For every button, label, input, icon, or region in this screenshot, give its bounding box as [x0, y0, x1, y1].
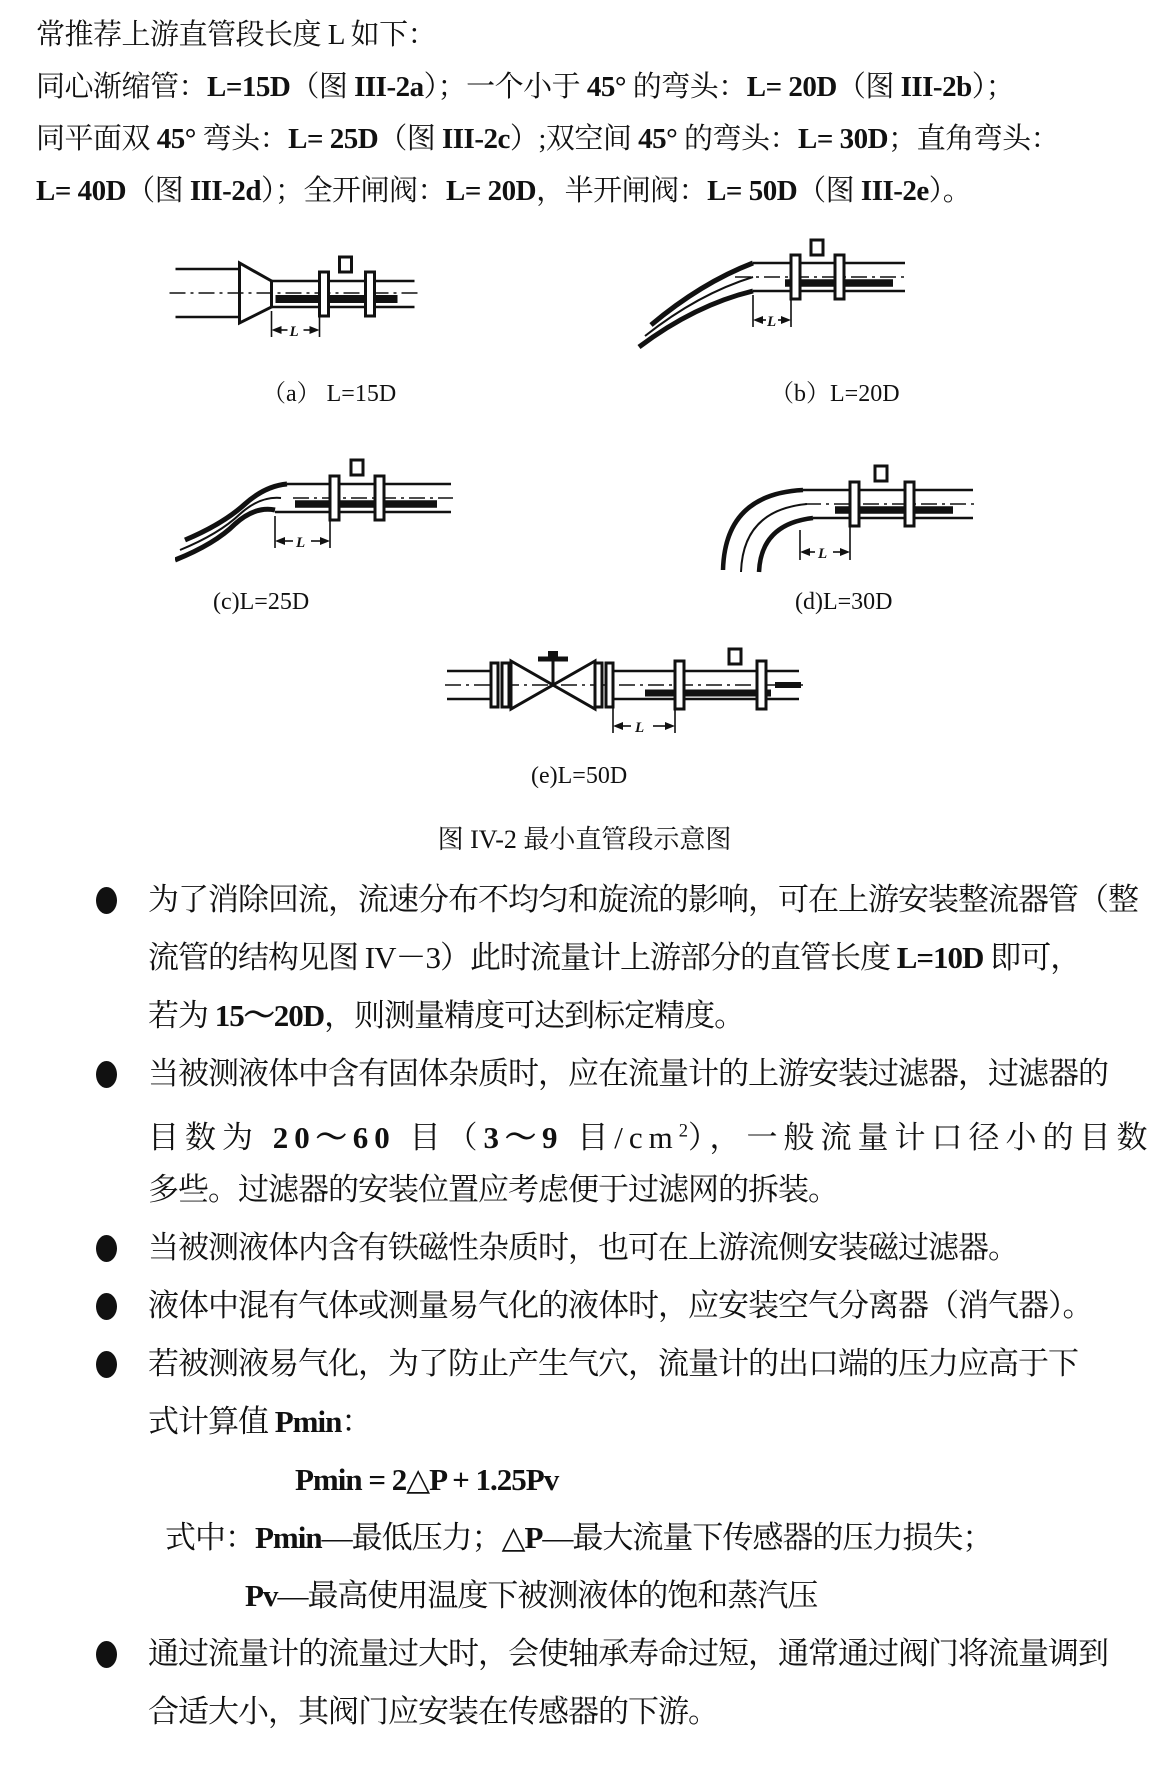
diagram-a-concentric-reducer — [162, 255, 427, 345]
bullet-text: 当被测液体中含有固体杂质时，应在流量计的上游安装过滤器，过滤器的 — [148, 1056, 1108, 1091]
formula-text: Pmin = 2△P + 1.25Pv — [295, 1462, 559, 1497]
bullet-item-line — [0, 1335, 1169, 1393]
dimension-label: L — [767, 314, 777, 330]
bullet-item-line — [0, 871, 1169, 929]
formula-legend-line-1 — [0, 1509, 1169, 1567]
bullet-icon — [96, 887, 117, 914]
dimension-label: L — [289, 324, 299, 340]
diagram-e-gate-valve — [445, 645, 805, 740]
bullet-item-line — [0, 1161, 1169, 1219]
bullet-item-line — [0, 1219, 1169, 1277]
legend-text: Pv—最高使用温度下被测液体的饱和蒸汽压 — [245, 1578, 818, 1613]
bullet-text: 若为 15～20D，则测量精度可达到标定精度。 — [148, 998, 745, 1033]
figure-title: 图 IV-2 最小直管段示意图 — [437, 825, 732, 854]
formula-legend-line-2 — [0, 1567, 1169, 1625]
dimension-label: L — [296, 535, 306, 551]
diagram-caption-e: (e)L=50D — [531, 763, 628, 789]
bullet-icon — [96, 1061, 117, 1088]
bullet-text: 流管的结构见图 IV－3）此时流量计上游部分的直管长度 L=10D 即可， — [148, 940, 1081, 975]
bullet-item-line — [0, 1683, 1169, 1741]
bullet-icon — [96, 1293, 117, 1320]
diagram-caption-c: (c)L=25D — [213, 589, 310, 615]
diagram-b-single-45-elbow — [635, 235, 910, 360]
bullet-text: 液体中混有气体或测量易气化的液体时，应安装空气分离器（消气器）。 — [148, 1288, 1093, 1323]
bullet-text: 式计算值 Pmin： — [148, 1404, 372, 1439]
diagram-d-right-angle-elbow — [715, 460, 980, 575]
diagram-caption-b: （b）L=20D — [770, 381, 900, 407]
bullet-text: 为了消除回流，流速分布不均匀和旋流的影响，可在上游安装整流器管（整 — [148, 882, 1138, 917]
bullet-text: 多些。过滤器的安装位置应考虑便于过滤网的拆装。 — [148, 1172, 838, 1207]
bullet-icon — [96, 1235, 117, 1262]
bullet-item-line — [0, 1277, 1169, 1335]
bullet-item-line — [0, 1045, 1169, 1103]
intro-line-2: 同心渐缩管：L=15D（图 III-2a）；一个小于 45° 的弯头：L= 20D（图 III-2b）； — [36, 71, 1015, 103]
bullet-text: 若被测液易气化，为了防止产生气穴，流量计的出口端的压力应高于下 — [148, 1346, 1078, 1381]
dimension-label: L — [818, 546, 828, 562]
bullet-text: 合适大小，其阀门应安装在传感器的下游。 — [148, 1694, 718, 1729]
formula-line — [0, 1451, 1169, 1509]
diagram-caption-a: （a） L=15D — [262, 381, 397, 407]
intro-line-4: L= 40D（图 III-2d）；全开闸阀：L= 20D，半开闸阀：L= 50D（图 III-2e）。 — [36, 175, 972, 207]
intro-paragraph — [36, 9, 1136, 217]
bullet-text: 通过流量计的流量过大时，会使轴承寿命过短，通常通过阀门将流量调到 — [148, 1636, 1108, 1671]
legend-text: 式中：Pmin—最低压力；△P—最大流量下传感器的压力损失； — [165, 1520, 993, 1555]
bullet-item-line — [0, 1103, 1169, 1161]
diagram-c-double-45-elbow — [175, 452, 455, 572]
diagram-caption-d: (d)L=30D — [795, 589, 893, 615]
bullet-item-line — [0, 987, 1169, 1045]
intro-line-3: 同平面双 45° 弯头：L= 25D（图 III-2c）;双空间 45° 的弯头：L= 30D；直角弯头： — [36, 123, 1060, 155]
bullet-icon — [96, 1641, 117, 1668]
figure-region — [0, 230, 1169, 870]
intro-line-1: 常推荐上游直管段长度 L 如下： — [36, 19, 437, 51]
dimension-label: L — [635, 720, 645, 736]
bullet-list — [0, 871, 1169, 1741]
bullet-item-line — [0, 1625, 1169, 1683]
bullet-item-line — [0, 929, 1169, 987]
bullet-text: 当被测液体内含有铁磁性杂质时，也可在上游流侧安装磁过滤器。 — [148, 1230, 1018, 1265]
bullet-text: 目数为 20～60 目（3～9 目$/cm^2$），一般流量计口径小的目数 — [148, 1120, 1154, 1156]
bullet-item-line — [0, 1393, 1169, 1451]
bullet-icon — [96, 1351, 117, 1378]
